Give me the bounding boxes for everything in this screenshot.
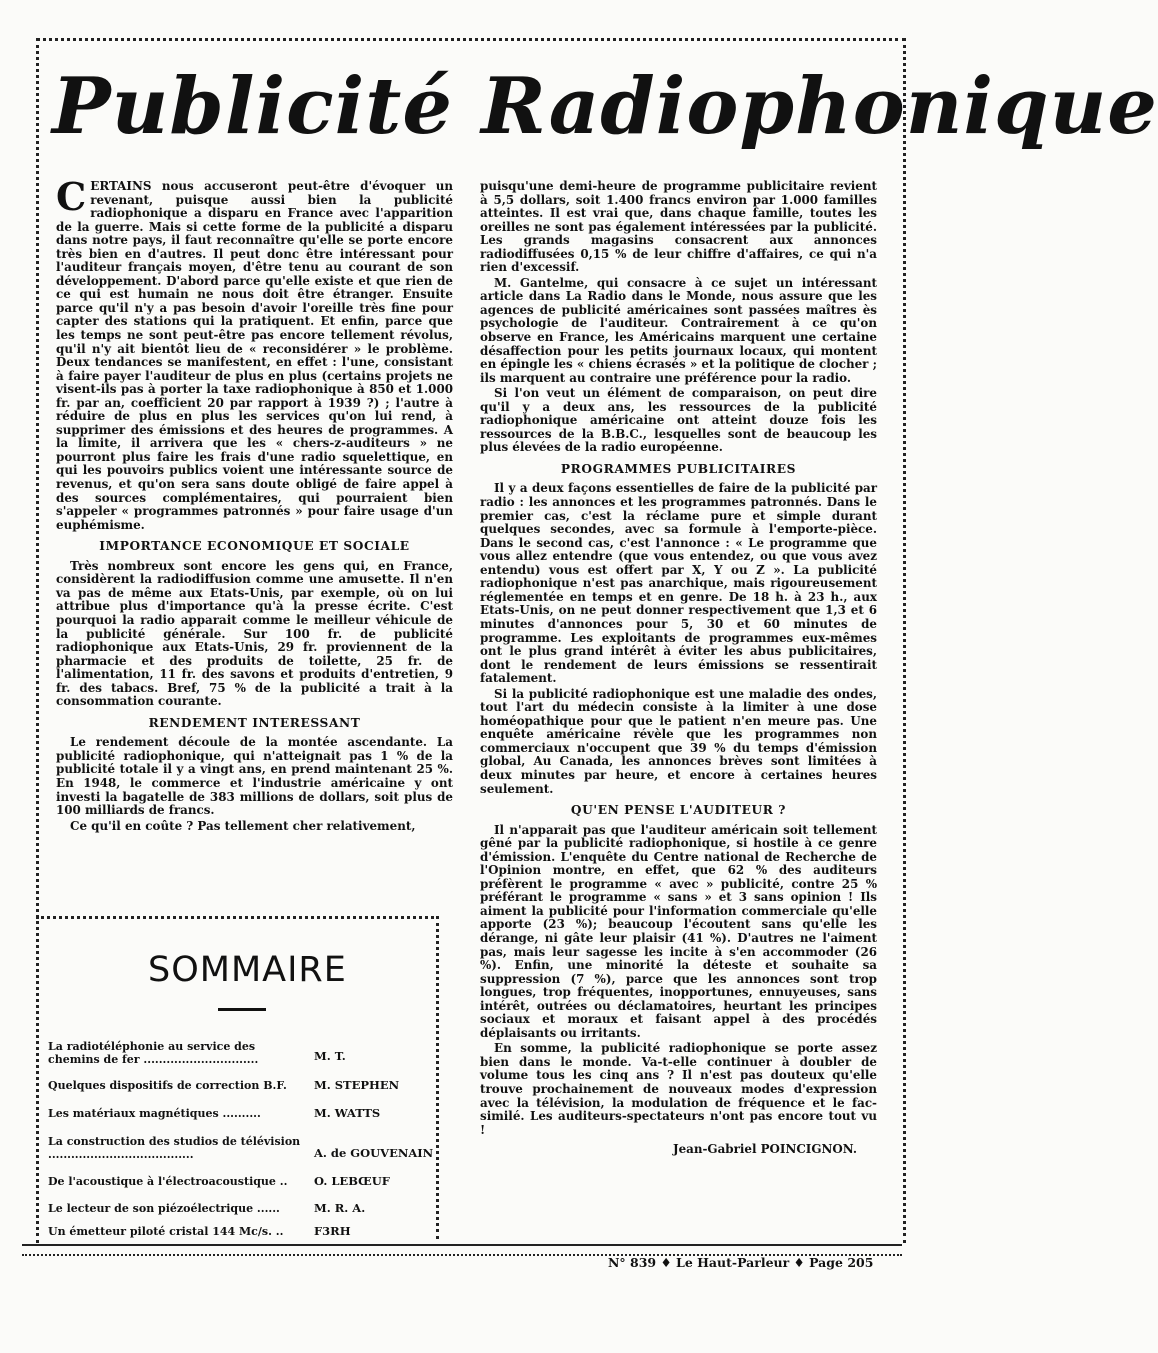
page-title: Publicité Radiophonique <box>52 61 1158 152</box>
paragraph: Si l'on veut un élément de comparaison, on peut dire qu'il y a deux ans, les ressources de la publicité radiophonique américaine ont atteint douze fois les ressources de la B.B.C., lesquelles sont de beaucoup les plus élevées de la radio européenne. <box>480 386 877 455</box>
drop-cap: C <box>56 174 87 219</box>
paragraph: Le rendement découle de la montée ascendante. La publicité radiophonique, qui n'atteignait pas 1 % de la publicité totale il y a vingt ans, en prend maintenant 25 %. En 1948, le commerce et l'industrie américaine y ont investi la bagatelle de 383 millions de dollars, soit plus de 100 milliards de francs. <box>56 735 453 818</box>
sommaire-item[interactable]: Les matériaux magnétiques .......... M. WATTS <box>48 1106 381 1120</box>
paragraph: puisqu'une demi-heure de programme publicitaire revient à 5,5 dollars, soit 1.400 francs environ par 1.000 familles atteintes. Il est vrai que, dans chaque famille, toutes les oreilles ne sont pas également intéressées par la publicité. Les grands magasins consacrent aux annonces radiodiffusées 0,15 % de leur chiffre d'affaires, ce qui n'a rien d'excessif. <box>480 179 877 275</box>
sommaire-item[interactable]: Le lecteur de son piézoélectrique ...... M. R. A. <box>48 1201 366 1215</box>
sommaire-item[interactable]: La construction des studios de télévision ...................................... A. de GOUVENAIN <box>48 1135 434 1161</box>
sommaire-item[interactable]: De l'acoustique à l'électroacoustique .. O. LEBŒUF <box>48 1174 390 1188</box>
paragraph: M. Gantelme, qui consacre à ce sujet un intéressant article dans La Radio dans le Monde, nous assure que les agences de publicité américaines sont passées maîtres ès psychologie de l'auditeur. Contrairement à ce qu'on observe en France, les Américains marquent une certaine désaffection pour les petits journaux locaux, qui montent en épingle les « chiens écrasés » et la politique de clocher ; ils marquent au contraire une préférence pour la radio. <box>480 275 877 385</box>
paragraph: Il y a deux façons essentielles de faire de la publicité par radio : les annonces et les programmes patronnés. Dans le premier cas, c'est la réclame pure et simple durant quelques secondes, avec sa formule à l'emporte-pièce. Dans le second cas, c'est l'annonce : « Le programme que vous allez entendre (que vous entendez, ou que vous avez entendu) vous est offert par X, Y ou Z ». La publicité radiophonique n'est pas anarchique, mais rigoureusement réglementée en temps et en genre. De 18 h. à 23 h., aux Etats-Unis, on ne peut donner respectivement que 1,3 et 6 minutes d'annonces pour 5, 30 et 60 minutes de programme. Les exploitants de programmes eux-mêmes ont le plus grand intérêt à éviter les abus publicitaires, dont le rendement de leurs émissions se ressentirait fatalement. <box>480 481 877 686</box>
sommaire-item[interactable]: Un émetteur piloté cristal 144 Mc/s. .. F3RH <box>48 1224 351 1238</box>
sommaire-item[interactable]: La radiotéléphonie au service des chemins de fer .............................. M. T. <box>48 1040 346 1066</box>
paragraph: Si la publicité radiophonique est une maladie des ondes, tout l'art du médecin consiste à la limiter à une dose homéopathique pour que le patient n'en meure pas. Une enquête américaine révèle que les programmes non commerciaux n'occupent que 39 % du temps d'émission global, Au Canada, les annonces brèves sont limitées à deux minutes par heure, et encore à certaines heures seulement. <box>480 686 877 796</box>
sommaire-item[interactable]: Quelques dispositifs de correction B.F. M. STEPHEN <box>48 1078 400 1092</box>
paragraph: Ce qu'il en coûte ? Pas tellement cher relativement, <box>70 818 416 833</box>
left-column <box>56 174 453 835</box>
paragraph: En somme, la publicité radiophonique se porte assez bien dans le monde. Va-t-elle continuer à doubler de volume tous les cinq ans ? Il n'est pas douteux qu'elle trouve prochainement de nouveaux modes d'expression avec la télévision, la modulation de fréquence et le fac-similé. Les auditeurs-spectateurs n'ont pas encore tout vu ! <box>480 1041 877 1137</box>
sommaire-title: SOMMAIRE <box>148 950 347 990</box>
intro-paragraph: CERTAINS nous accuseront peut-être d'évoquer un revenant, puisque aussi bien la publicité radiophonique a disparu en France avec l'apparition de la guerre. Mais si cette forme de la publicité a disparu dans notre pays, il faut reconnaître qu'elle se porte encore très bien en d'autres. Il peut donc être intéressant pour l'auditeur français moyen, d'être tenu au courant de son développement. D'abord parce qu'elle existe et que rien de ce qui est humain ne nous doit être étranger. Ensuite parce qu'il n'y a pas besoin d'avoir l'oreille très fine pour capter des stations qui la pratiquent. Et enfin, parce que les temps ne sont peut-être pas encore tellement révolus, qu'il n'y ait bientôt lieu de « reconsidérer » le problème. Deux tendances se manifestent, en effet : l'une, consistant à faire payer l'auditeur de plus en plus (certains projets ne visent-ils pas à porter la taxe radiophonique à 850 et 1.000 fr. par an, coefficient 20 par rapport à 1939 ?) ; l'autre à réduire de plus en plus les services qu'on lui rend, à supprimer des émissions et des heures de programmes. A la limite, il arrivera que les « chers-z-auditeurs » ne pourront plus faire les frais d'une radio squelettique, en qui les pouvoirs publics voient une intéressante source de revenus, et qu'on sera sans doute obligé de faire appel à des sources complémentaires, qui pourraient bien s'appeler « programmes patronnés » pour faire usage d'un euphémisme. <box>56 174 453 532</box>
right-column <box>480 180 877 1157</box>
heading-programmes: PROGRAMMES PUBLICITAIRES <box>560 461 797 476</box>
heading-importance: IMPORTANCE ECONOMIQUE ET SOCIALE <box>99 539 410 554</box>
page-footer: N° 839 ♦ Le Haut-Parleur ♦ Page 205 <box>608 1255 874 1270</box>
signature: Jean-Gabriel POINCIGNON. <box>672 1142 857 1157</box>
heading-rendement: RENDEMENT INTERESSANT <box>148 715 361 730</box>
paragraph: Très nombreux sont encore les gens qui, en France, considèrent la radiodiffusion comme une amusette. Il n'en va pas de même aux Etats-Unis, par exemple, où on lui attribue plus d'importance qu'à la presse écrite. C'est pourquoi la radio apparait comme le meilleur véhicule de la publicité générale. Sur 100 fr. de publicité radiophonique aux Etats-Unis, 29 fr. proviennent de la pharmacie et des produits de toilette, 25 fr. de l'alimentation, 11 fr. des savons et produits d'entretien, 9 fr. des tabacs. Bref, 75 % de la publicité a trait à la consommation courante. <box>56 558 453 709</box>
heading-auditeur: QU'EN PENSE L'AUDITEUR ? <box>570 803 787 818</box>
sommaire-divider <box>218 1008 266 1011</box>
paragraph: Il n'apparait pas que l'auditeur américain soit tellement gêné par la publicité radiophonique, si hostile à ce genre d'émission. L'enquête du Centre national de Recherche de l'Opinion montre, en effet, que 62 % des auditeurs préfèrent le programme « avec » publicité, contre 25 % préférant le programme « sans » et 3 sans opinion ! Ils aiment la publicité pour l'information commerciale qu'elle apporte (23 %); beaucoup l'écoutent sans qu'elle les dérange, ni gâte leur plaisir (41 %). D'autres ne l'aiment pas, mais leur sagesse les incite à s'en accommoder (26 %). Enfin, une minorité la déteste et souhaite sa suppression (7 %), parce que les annonces sont trop longues, trop fréquentes, inopportunes, ennuyeuses, sans intérêt, outrées ou déclamatoires, heurtant les principes sociaux et moraux et faisant appel à des procédés déplaisants ou irritants. <box>480 822 877 1040</box>
